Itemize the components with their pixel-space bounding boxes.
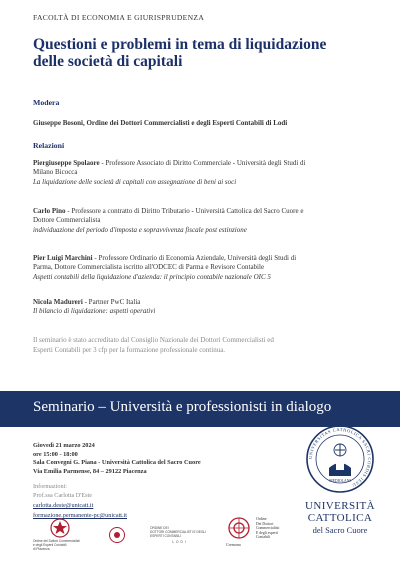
speaker-topic: individuazione del periodo d'imposta e sopravvivenza fiscale post estinzione	[33, 225, 247, 234]
speaker-role: - Professore Associato di Diritto Commerciale - Università degli Studi di	[99, 159, 306, 167]
lodi-odcec-line3: ESPERTI CONTABILI	[150, 533, 182, 538]
speaker-role: - Professore Ordinario di Economia Aziendale, Università degli Studi di	[92, 254, 297, 262]
event-room: Sala Convegni G. Piana - Università Cattolica del Sacro Cuore	[33, 459, 201, 467]
lodi-odcec-line2: DOTTORI COMMERCIALISTI E DEGLI	[150, 529, 207, 534]
seal-city-text: MEDIOLANI	[329, 479, 351, 483]
lodi-odcec-logo-icon	[108, 526, 126, 544]
ucsc-word-cattolica: CATTOLICA	[307, 512, 373, 524]
info-block	[33, 483, 92, 500]
ucsc-seal-icon	[305, 424, 375, 494]
piacenza-order-line3: di Piacenza	[33, 546, 50, 551]
cremona-city: Cremona	[226, 542, 241, 547]
speaker-topic: Il bilancio di liquidazione: aspetti operativi	[33, 307, 156, 316]
info-contact: Prof.ssa Carlotta D'Este	[33, 491, 93, 499]
piacenza-order-line2: e degli Esperti Contabili	[33, 542, 67, 547]
ucsc-word-universita: UNIVERSITÀ	[305, 500, 375, 512]
speaker-name: Pier Luigi Marchini	[33, 254, 93, 262]
cremona-order-logo-icon	[227, 516, 251, 540]
accreditation-line-1: Il seminario è stato accreditato dal Consiglio Nazionale dei Dottori Commercialisti ed	[33, 336, 274, 344]
speaker-name: Nicola Madureri	[33, 298, 83, 306]
speaker-role: - Partner PwC Italia	[82, 298, 141, 306]
moderator-text: Giuseppe Bosoni, Ordine dei Dottori Commercialisti e degli Esperti Contabili di Lodi	[33, 119, 288, 127]
speaker-3	[33, 254, 371, 282]
lodi-odcec-line1: ORDINE DEI	[150, 526, 169, 530]
relazioni-heading: Relazioni	[33, 141, 65, 150]
speaker-role: - Professore a contratto di Diritto Tributario - Università Cattolica del Sacro Cuore e	[65, 207, 304, 215]
cremona-order-text	[256, 517, 306, 540]
cremona-order-line2: Dei Dottori	[256, 521, 274, 526]
cremona-order-line3: Commercialisti	[256, 526, 280, 531]
modera-heading: Modera	[33, 98, 60, 107]
event-date: Giovedì 21 marzo 2024	[33, 442, 95, 449]
cremona-order-line1: Ordine	[256, 517, 267, 521]
lodi-odcec-text	[150, 527, 210, 545]
speaker-2	[33, 207, 371, 235]
seal-ring-text: UNIVERSITAS CATHOLICA SACRI CORDIS IESU	[307, 426, 373, 489]
ucsc-word-sacrocuore: del Sacro Cuore	[312, 525, 368, 535]
cremona-order-line5: Contabili	[256, 535, 271, 540]
cremona-order-line4: E degli esperti	[256, 530, 278, 535]
event-address: Via Emilia Parmense, 84 – 29122 Piacenza	[33, 468, 147, 476]
piacenza-order-text	[33, 540, 93, 551]
page-title	[33, 37, 373, 70]
email-link-formazione[interactable]: formazione.permanente-pc@unicatt.it	[33, 512, 127, 519]
seminar-banner	[0, 391, 400, 427]
speaker-topic: La liquidazione delle società di capitali con assegnazione di beni ai soci	[33, 177, 237, 186]
lodi-odcec-line4: LODI	[172, 540, 188, 545]
piacenza-order-line1: Ordine dei Dottori Commercialisti	[33, 539, 80, 543]
accreditation-note	[33, 336, 371, 355]
speaker-1	[33, 159, 371, 187]
speaker-4	[33, 298, 371, 317]
event-details	[33, 442, 201, 477]
email-link-contact[interactable]: carlotta.deste@unicatt.it	[33, 502, 94, 509]
speaker-role-cont: Parma, Dottore Commercialista iscritto all'ODCEC di Parma e Revisore Contabile	[33, 263, 265, 272]
speaker-name: Piergiuseppe Spolaore	[33, 159, 100, 167]
speaker-topic: Aspetti contabili della liquidazione d'azienda: il principio contabile nazionale OIC 5	[33, 272, 271, 281]
faculty-name: FACOLTÀ DI ECONOMIA E GIURISPRUDENZA	[33, 13, 205, 22]
speaker-role-cont: Dottore Commercialista	[33, 216, 101, 225]
accreditation-line-2: Esperti Contabili per 3 cfp per la formazione professionale continua.	[33, 345, 226, 354]
event-time: ore 15:00 - 18:00	[33, 450, 78, 458]
title-line-1: Questioni e problemi in tema di liquidazione	[33, 36, 327, 53]
piacenza-order-logo-icon	[49, 517, 71, 539]
speaker-name: Carlo Pino	[33, 207, 66, 215]
title-line-2: delle società di capitali	[33, 52, 183, 70]
banner-text: Seminario – Università e professionisti in dialogo	[33, 399, 332, 415]
info-label: Informazioni:	[33, 483, 68, 490]
speaker-role-cont: Milano Bicocca	[33, 168, 78, 177]
